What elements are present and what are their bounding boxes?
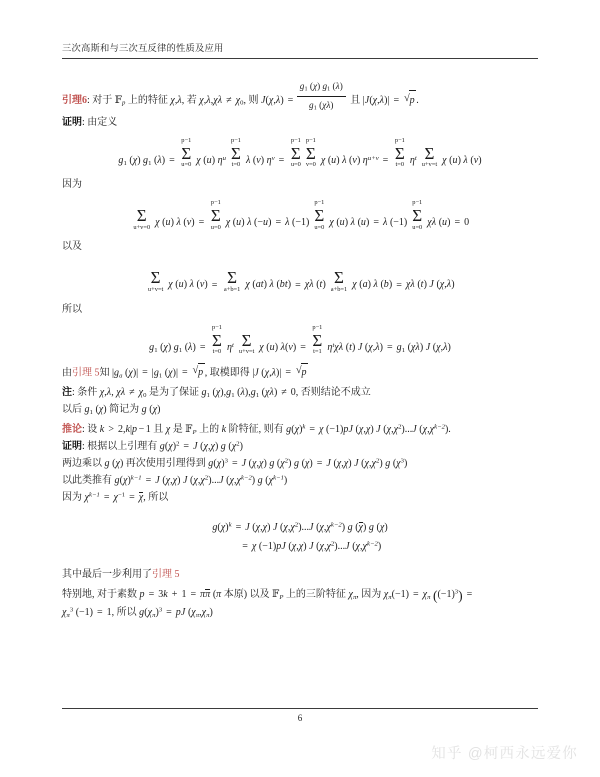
special-case-line-1: 特别地, 对于素数 p = 3k + 1 = ππ (π 本原) 以及 𝔽$_P$ 上的三阶特征 $\chi_\pi$, 因为 $\chi_\pi(-1) = \chi_\pi$ $((-1)^3)$ =: [62, 587, 473, 603]
summation-symbol: p−1 Σ u=0: [290, 137, 301, 169]
proof-label: 证明: [62, 441, 82, 453]
equation-3: Σ u+v=t χ (u) λ (v) = Σ a+b=1 χ (at) λ (bt) = χλ (t) Σ a+b=1 χ (a) λ (b) = χλ (t) J (χ,λ): [62, 262, 538, 293]
special-case-block: [62, 586, 538, 620]
summation-symbol: p−1 Σ u=0: [181, 137, 192, 169]
lemma-6-statement: 引理6: 对于 𝔽$_p$ 上的特征 χ,λ, 若 $\chi,\lambda,\chi\lambda \ne \chi_0$, 则 J(χ,λ) = $\frac{g_1 (\chi) g_1 (\lambda)}{g_1 (\chi\lambda)}$ 且 |J(χ,λ)| = √ p .: [62, 78, 538, 114]
summation-symbol: p−1 Σ t=0: [394, 137, 405, 169]
equation-1: $g_1$ (χ) $g_1$ (λ) = p−1 Σ u=0 χ (u) $\eta^u$ p−1 Σ t=0 λ (v) $\eta^v$ = p−1 Σ u=0 p−1 Σ v=0 χ (u) λ (v) $\eta^{u+v}$ = p−1 Σ t=0 $\eta^t$ Σ u+v=t χ (u) λ (v): [118, 137, 482, 169]
lemma-6-closing: 由引理 5知 $|g_a$ $(\chi)| = |g_1$ (χ)| = √ p , 取模即得 |J (χ,λ)| = √ p: [62, 363, 538, 382]
corollary-block: [62, 421, 538, 583]
summation-symbol: p−1 Σ t=0: [230, 137, 241, 169]
lemma-6-tag: 引理6: [62, 94, 87, 106]
lemma-6-block: [62, 78, 538, 381]
summation-symbol: Σ u+v=t: [147, 268, 164, 293]
summation-symbol: Σ a+b=1: [330, 268, 348, 293]
summation-symbol: p−1 Σ u=0: [412, 199, 423, 231]
note-block: [62, 384, 538, 418]
summation-symbol: p−1 Σ t=0: [211, 323, 222, 356]
corollary-tag: 推论: [62, 424, 82, 436]
summation-symbol: Σ u+v=t: [421, 143, 438, 169]
equation-2: Σ u+v=0 χ (u) λ (v) = p−1 Σ u=0 χ (u) λ (−u) = λ (−1) p−1 Σ u=0 χ (u) λ (u) = λ (−1) p−1 Σ u=0 χλ (u) = 0: [133, 199, 470, 231]
summation-symbol: p−1 Σ u=0: [314, 199, 325, 231]
because-label: 因为: [62, 179, 82, 191]
summation-symbol: p−1 Σ u=0: [210, 199, 221, 231]
note-line-2: 以后 $g_1$ (χ) 简记为 g (χ): [62, 404, 161, 417]
corollary-proof-line-2: 两边乘以 g (χ) 再次使用引理得到 $g(\chi)^3 = J$ (χ,χ) g $(\chi^2)$ g (χ) = J (χ,χ) J $(\chi,\chi^2)$ g $(\chi^3)$: [62, 457, 408, 470]
corollary-proof-line-3: 以此类推有 $g(\chi)^{k-1} = J$ (χ,χ) J $(\chi,\chi^2)...J$ $(\chi,\chi^{k-2})$ g $(\chi^{k-1})$: [62, 474, 288, 487]
summation-symbol: Σ a+b=1: [223, 268, 241, 293]
summation-symbol: Σ u+v=0: [133, 206, 151, 231]
and-label: 以及: [62, 241, 82, 253]
corollary-eq-line-1: $g(\chi)^k = J$ (χ,χ) J $(\chi,\chi^2)...J$ $(\chi,\chi^{k-2})$ g (χ) g (χ): [212, 521, 388, 534]
therefore-label: 所以: [62, 303, 82, 315]
summation-symbol: p−1 Σ t=1: [312, 323, 323, 356]
lemma-6-proof-lead: 证明: 由定义: [62, 117, 118, 128]
proof-label: 证明: [62, 117, 82, 128]
document-body: [62, 78, 538, 624]
lemma-5-reference: 引理 5: [72, 367, 100, 379]
page-footer: [62, 708, 538, 723]
note-line-1: 注: 条件 χ,λ, $\chi\lambda \ne \chi_0$ 是为了保证 $g_1$ $(\chi),g_1$ $(\lambda),g_1$ (χλ) ≠ 0, 否则结论不成立: [62, 387, 371, 400]
corollary-final-equation: [62, 518, 538, 556]
summation-symbol: p−1 Σ v=0: [305, 137, 316, 169]
header-divider: [62, 58, 538, 59]
corollary-proof-line-1: 证明: 根据以上引理有 $g(\chi)^2 = J$ (χ,χ) g $(\chi^2)$: [62, 440, 243, 453]
watermark: 知乎 @柯西永远爱你: [431, 746, 578, 762]
header-title: 三次高斯和与三次互反律的性质及应用: [62, 44, 224, 54]
note-label: 注: [62, 387, 72, 399]
corollary-eq-line-2: = χ (−1)pJ (χ,χ) J $(\chi,\chi^2)...J$ $(\chi,\chi^{k-2})$: [242, 540, 382, 553]
corollary-proof-line-4: 因为 $\chi^{k-1} = \chi^{-1} = \chi$, 所以: [62, 491, 169, 504]
corollary-statement: 推论: 设 k > 2,k|p − 1 且 χ 是 𝔽$_P$ 上的 k 阶特征, 则有 $g(\chi)^k = \chi$ (−1)pJ (χ,χ) J $(\chi,\chi^2)...J$ $(\chi,\chi^{k-2})$.: [62, 423, 451, 437]
equation-4: $g_1$ (χ) $g_1$ (λ) = p−1 Σ t=0 $\eta^t$ Σ u+v=t χ (u) λ(v) = p−1 Σ t=1 $\eta^t\chi\lambda$ (t) J $(\chi,\lambda) = g_1$ (χλ) J (χ,λ): [149, 323, 451, 356]
corollary-after-equation: 其中最后一步利用了引理 5: [62, 569, 180, 581]
summation-symbol: Σ u+v=t: [238, 330, 255, 356]
page-number: 6: [297, 713, 303, 723]
page-header: [62, 40, 538, 59]
lemma-5-reference: 引理 5: [152, 569, 180, 581]
jacobi-fraction: $\frac{g_1 (\chi) g_1 (\lambda)}{g_1 (\chi\lambda)}$: [297, 78, 346, 114]
special-case-line-2: $\chi_\pi^3$ (−1) = 1, 所以 $g(\chi_\pi)^3$ = pJ $(\chi_\pi,\chi_\pi)$: [62, 606, 213, 619]
